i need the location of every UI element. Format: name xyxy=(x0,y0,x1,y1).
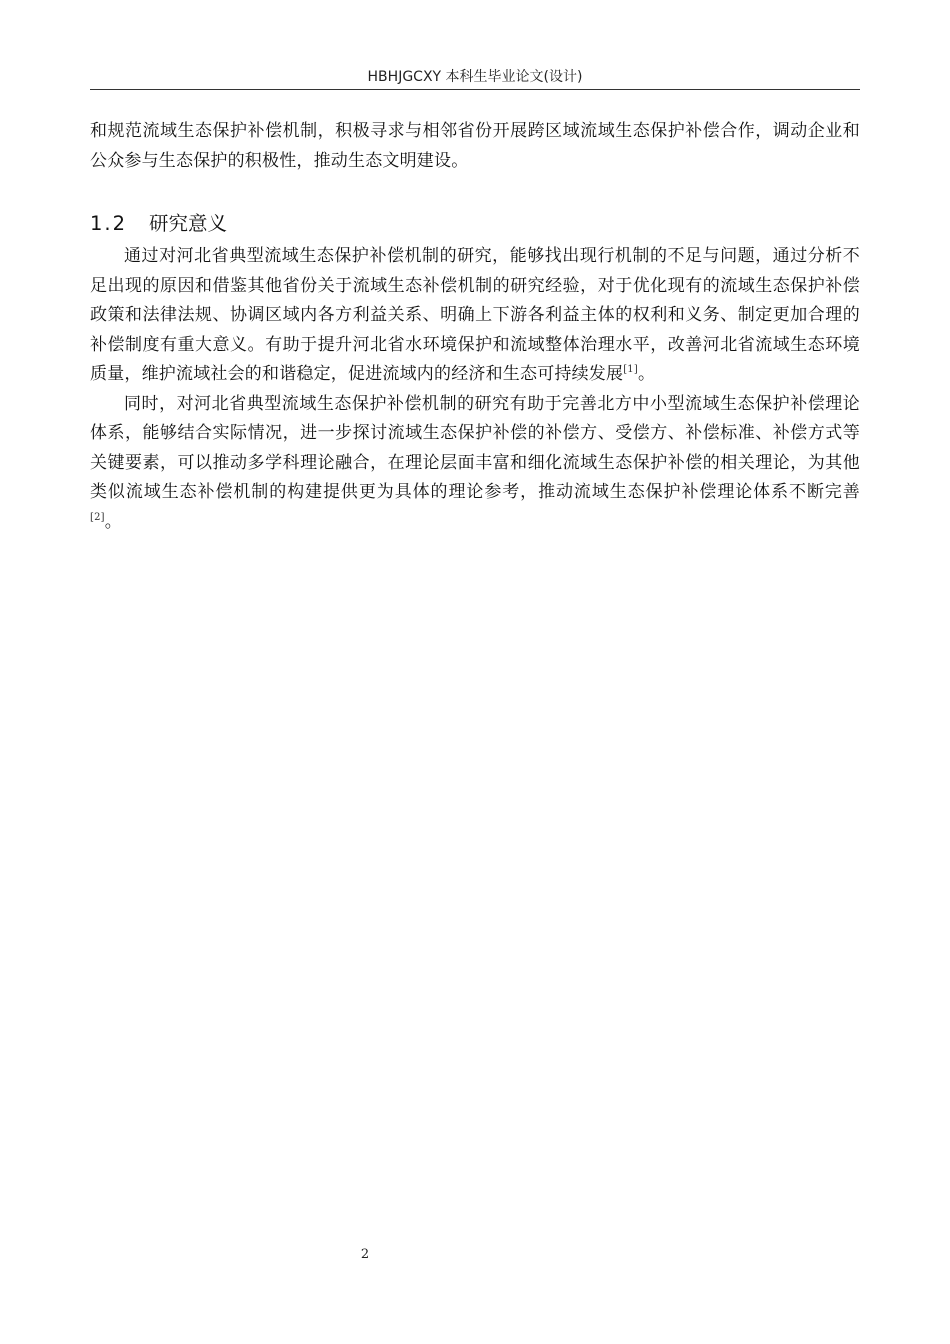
header-rule xyxy=(90,89,860,90)
section-number: 1.2 xyxy=(90,212,128,235)
body-content xyxy=(90,117,860,537)
section-title: 研究意义 xyxy=(149,212,228,235)
paragraph-text: 通过对河北省典型流域生态保护补偿机制的研究，能够找出现行机制的不足与问题，通过分析不足出现的原因和借鉴其他省份关于流域生态补偿机制的研究经验，对于优化现有的流域生态保护补偿政策和法律法规、协调区域内各方利益关系、明确上下游各利益主体的权利和义务、制定更加合理的补偿制度有重大意义。有助于提升河北省水环境保护和流域整体治理水平，改善河北省流域生态环境质量，维护流域社会的和谐稳定，促进流域内的经济和生态可持续发展 xyxy=(90,246,860,384)
continued-paragraph: 和规范流域生态保护补偿机制，积极寻求与相邻省份开展跨区域流域生态保护补偿合作，调动企业和公众参与生态保护的积极性，推动生态文明建设。 xyxy=(90,121,860,171)
running-header: HBHJGCXY 本科生毕业论文(设计) xyxy=(367,69,583,85)
paragraph-research-significance-2 xyxy=(90,390,860,538)
citation-ref-2[interactable]: [2] xyxy=(90,511,105,523)
paragraph-end-punct: 。 xyxy=(104,511,122,532)
section-heading xyxy=(90,210,860,238)
paragraph-research-significance-1 xyxy=(90,242,860,390)
citation-ref-1[interactable]: [1] xyxy=(623,364,638,375)
page-number: 2 xyxy=(360,1247,370,1262)
paragraph-end-punct: 。 xyxy=(637,364,656,384)
paragraph-text: 同时，对河北省典型流域生态保护补偿机制的研究有助于完善北方中小型流域生态保护补偿理论体系，能够结合实际情况，进一步探讨流域生态保护补偿的补偿方、受偿方、补偿标准、补偿方式等关键要素，可以推动多学科理论融合，在理论层面丰富和细化流域生态保护补偿的相关理论，为其他类似流域生态补偿机制的构建提供更为具体的理论参考，推动流域生态保护补偿理论体系不断完善 xyxy=(90,393,860,502)
